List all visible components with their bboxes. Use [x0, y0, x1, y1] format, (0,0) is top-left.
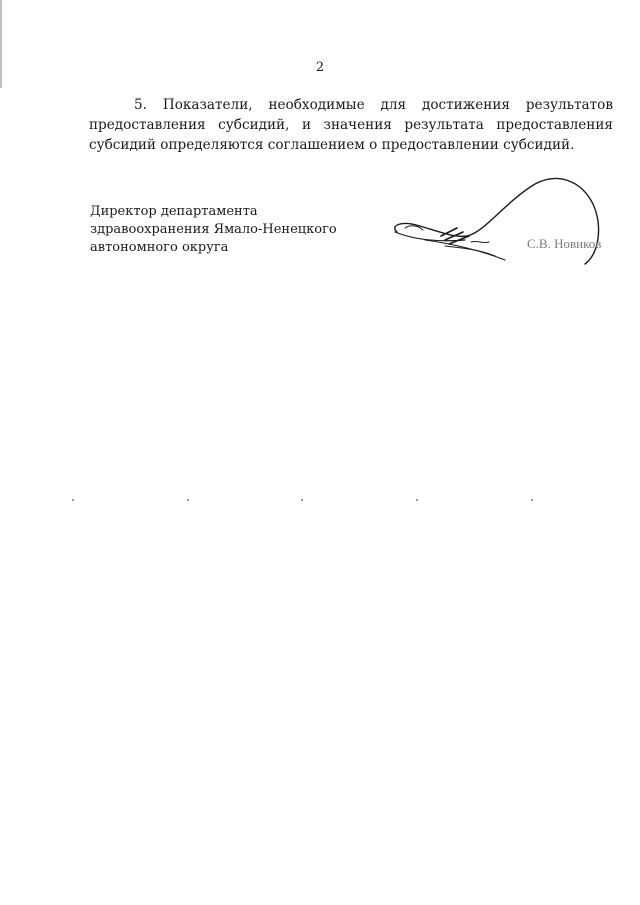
signatory-line-1: Директор департамента: [90, 204, 258, 219]
page-number: 2: [315, 60, 325, 75]
body-paragraph: 5. Показатели, необходимые для достижения результатов предоставления субсидий, и значения результата предоставления субсидий определяются соглашением о предоставлении субсидий.: [89, 97, 613, 153]
fold-mark: [72, 499, 74, 501]
signature-icon: [385, 170, 605, 270]
page-fold-marks: [0, 499, 640, 503]
fold-mark: [416, 499, 418, 501]
signatory-title: [90, 203, 370, 257]
signer-name: С.В. Новиков: [527, 236, 602, 251]
fold-mark: [301, 499, 303, 501]
fold-mark: [531, 499, 533, 501]
fold-mark: [187, 499, 189, 501]
signatory-line-3: автономного округа: [90, 240, 229, 255]
signatory-line-2: здравоохранения Ямало-Ненецкого: [90, 222, 337, 237]
